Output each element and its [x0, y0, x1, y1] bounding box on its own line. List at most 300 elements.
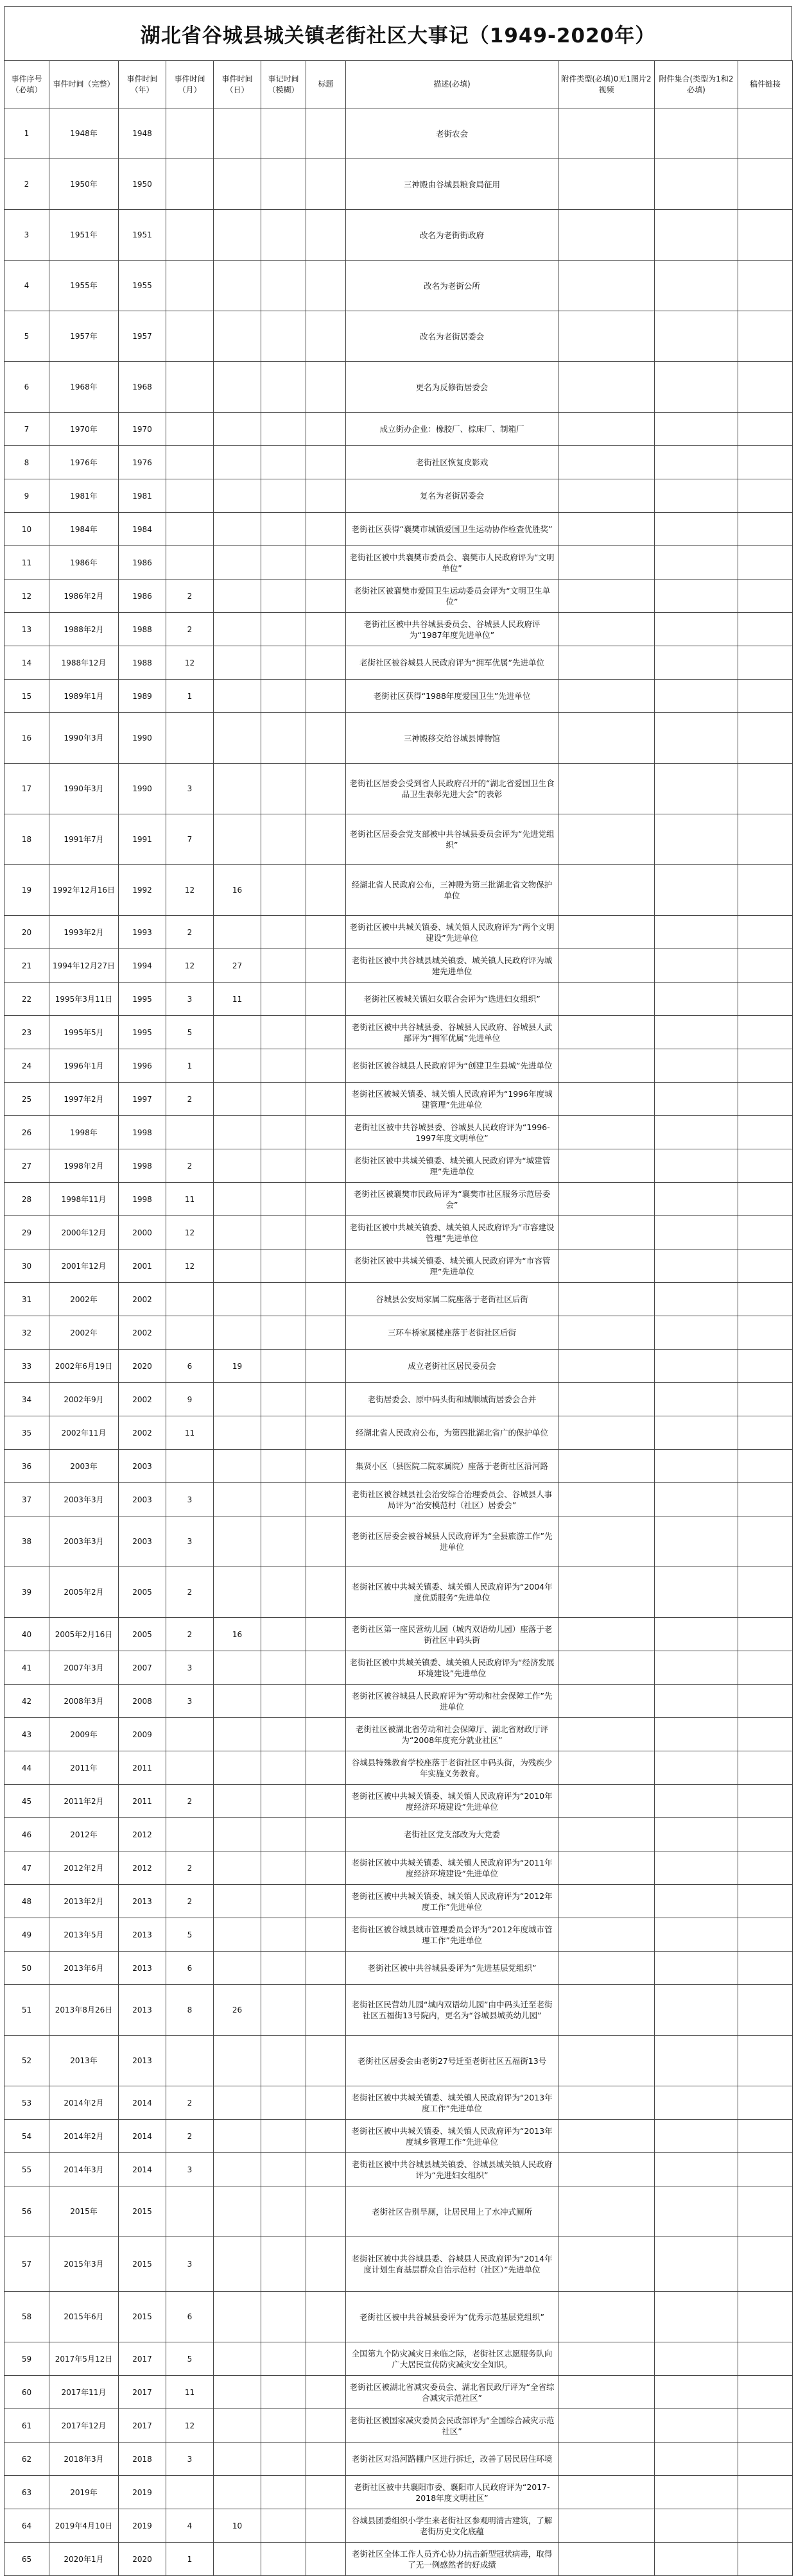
- cell-day: [214, 2153, 261, 2186]
- cell-full-date: 2017年12月: [49, 2409, 119, 2443]
- cell-description: 三环车桥家属楼座落于老街社区后街: [346, 1316, 558, 1350]
- cell-title: [306, 1918, 346, 1952]
- cell-year: 2001: [119, 1249, 166, 1283]
- cell-month: [166, 261, 214, 311]
- cell-year: 1998: [119, 1116, 166, 1149]
- cell-fuzzy-time: [261, 1149, 306, 1183]
- cell-event-no: 58: [4, 2292, 49, 2342]
- cell-attachment-type: [558, 2376, 655, 2409]
- cell-fuzzy-time: [261, 2237, 306, 2292]
- cell-month: 9: [166, 1383, 214, 1416]
- cell-attachment-set: [655, 814, 738, 865]
- cell-day: [214, 513, 261, 546]
- cell-description: 成立街办企业：橡胶厂、棕床厂、制箱厂: [346, 413, 558, 446]
- cell-fuzzy-time: [261, 983, 306, 1016]
- cell-link: [738, 2409, 793, 2443]
- cell-full-date: 2005年2月: [49, 1567, 119, 1618]
- cell-fuzzy-time: [261, 108, 306, 159]
- cell-full-date: 2015年3月: [49, 2237, 119, 2292]
- cell-year: 1976: [119, 446, 166, 479]
- cell-event-no: 34: [4, 1383, 49, 1416]
- cell-description: 老街社区被中共谷城县委评为“先进基层党组织”: [346, 1952, 558, 1985]
- cell-month: [166, 159, 214, 210]
- table-row: [4, 413, 793, 446]
- cell-link: [738, 1851, 793, 1885]
- cell-full-date: 2003年3月: [49, 1483, 119, 1516]
- cell-link: [738, 1483, 793, 1516]
- cell-link: [738, 1952, 793, 1985]
- cell-attachment-set: [655, 1016, 738, 1049]
- cell-description: 老街社区被湖北省减灾委员会、湖北省民政厅评为“全省综合减灾示范社区”: [346, 2376, 558, 2409]
- cell-event-no: 43: [4, 1718, 49, 1751]
- table-row: [4, 479, 793, 513]
- cell-day: [214, 2476, 261, 2509]
- cell-attachment-set: [655, 1383, 738, 1416]
- cell-attachment-set: [655, 713, 738, 764]
- table-row: [4, 983, 793, 1016]
- cell-link: [738, 1383, 793, 1416]
- cell-fuzzy-time: [261, 1383, 306, 1416]
- cell-attachment-type: [558, 1952, 655, 1985]
- cell-attachment-set: [655, 1851, 738, 1885]
- cell-description: 更名为反修街居委会: [346, 362, 558, 413]
- cell-description: 老街社区居委会党支部被中共谷城县委员会评为“先进党组织”: [346, 814, 558, 865]
- table-row: [4, 1450, 793, 1483]
- cell-event-no: 53: [4, 2086, 49, 2120]
- cell-year: 2014: [119, 2086, 166, 2120]
- cell-title: [306, 513, 346, 546]
- cell-attachment-type: [558, 513, 655, 546]
- cell-title: [306, 108, 346, 159]
- cell-day: [214, 1083, 261, 1116]
- title-box: [4, 6, 792, 60]
- cell-year: 2020: [119, 1350, 166, 1383]
- cell-attachment-type: [558, 210, 655, 261]
- cell-full-date: 1957年: [49, 311, 119, 362]
- cell-description: 三神殿由谷城县粮食局征用: [346, 159, 558, 210]
- table-row: [4, 2342, 793, 2376]
- cell-event-no: 62: [4, 2443, 49, 2476]
- cell-attachment-type: [558, 2409, 655, 2443]
- cell-fuzzy-time: [261, 1016, 306, 1049]
- cell-year: 2012: [119, 1818, 166, 1851]
- cell-month: 1: [166, 2543, 214, 2576]
- cell-fuzzy-time: [261, 2509, 306, 2543]
- cell-attachment-type: [558, 983, 655, 1016]
- cell-attachment-set: [655, 1149, 738, 1183]
- cell-month: 11: [166, 1183, 214, 1216]
- cell-day: [214, 2292, 261, 2342]
- cell-fuzzy-time: [261, 2543, 306, 2576]
- cell-description: 老街社区告别旱厕，让居民用上了水冲式厕所: [346, 2186, 558, 2237]
- cell-event-no: 30: [4, 1249, 49, 1283]
- cell-attachment-type: [558, 1116, 655, 1149]
- cell-attachment-set: [655, 2086, 738, 2120]
- cell-month: 1: [166, 680, 214, 713]
- cell-fuzzy-time: [261, 1316, 306, 1350]
- cell-full-date: 1981年: [49, 479, 119, 513]
- cell-year: 1957: [119, 311, 166, 362]
- table-row: [4, 1383, 793, 1416]
- cell-link: [738, 1651, 793, 1685]
- cell-title: [306, 2376, 346, 2409]
- cell-description: 三神殿移交给谷城县博物馆: [346, 713, 558, 764]
- table-row: [4, 1818, 793, 1851]
- cell-month: 3: [166, 1685, 214, 1718]
- cell-fuzzy-time: [261, 1618, 306, 1651]
- table-row: [4, 1785, 793, 1818]
- cell-event-no: 35: [4, 1416, 49, 1450]
- table-row: [4, 1416, 793, 1450]
- header-cell-link: 稿件链接: [738, 61, 793, 108]
- cell-title: [306, 1249, 346, 1283]
- cell-title: [306, 580, 346, 613]
- cell-full-date: 2005年2月16日: [49, 1618, 119, 1651]
- cell-event-no: 23: [4, 1016, 49, 1049]
- cell-title: [306, 2237, 346, 2292]
- cell-fuzzy-time: [261, 210, 306, 261]
- cell-month: [166, 513, 214, 546]
- cell-title: [306, 1416, 346, 1450]
- cell-description: 改名为老街街政府: [346, 210, 558, 261]
- cell-year: 1993: [119, 916, 166, 949]
- cell-title: [306, 916, 346, 949]
- cell-description: 老街社区被谷城县城市管理委员会评为“2012年度城市管理工作”先进单位: [346, 1918, 558, 1952]
- table-row: [4, 1567, 793, 1618]
- cell-day: 11: [214, 983, 261, 1016]
- cell-year: 2003: [119, 1450, 166, 1483]
- cell-attachment-set: [655, 2342, 738, 2376]
- cell-attachment-type: [558, 1416, 655, 1450]
- table-row: [4, 1651, 793, 1685]
- cell-day: [214, 580, 261, 613]
- cell-attachment-type: [558, 1350, 655, 1383]
- cell-title: [306, 1618, 346, 1651]
- cell-month: 11: [166, 1416, 214, 1450]
- cell-attachment-set: [655, 1516, 738, 1567]
- cell-month: 11: [166, 2376, 214, 2409]
- cell-year: 2017: [119, 2376, 166, 2409]
- cell-fuzzy-time: [261, 2342, 306, 2376]
- cell-attachment-type: [558, 479, 655, 513]
- cell-description: 老街社区被中共襄阳市委、襄阳市人民政府评为“2017-2018年度文明社区”: [346, 2476, 558, 2509]
- cell-attachment-set: [655, 1249, 738, 1283]
- cell-day: [214, 1851, 261, 1885]
- header-cell-date: 事件时间（完整）: [49, 61, 119, 108]
- table-row: [4, 446, 793, 479]
- cell-fuzzy-time: [261, 865, 306, 916]
- cell-month: [166, 2186, 214, 2237]
- cell-attachment-type: [558, 108, 655, 159]
- cell-event-no: 40: [4, 1618, 49, 1651]
- cell-link: [738, 210, 793, 261]
- cell-fuzzy-time: [261, 2120, 306, 2153]
- cell-attachment-type: [558, 613, 655, 646]
- cell-attachment-set: [655, 1918, 738, 1952]
- cell-description: 老街社区被国家减灾委员会民政部评为“全国综合减灾示范社区”: [346, 2409, 558, 2443]
- cell-month: 2: [166, 2120, 214, 2153]
- cell-title: [306, 646, 346, 680]
- cell-title: [306, 1016, 346, 1049]
- table-row: [4, 580, 793, 613]
- cell-day: [214, 2543, 261, 2576]
- cell-full-date: 1997年2月: [49, 1083, 119, 1116]
- cell-event-no: 1: [4, 108, 49, 159]
- cell-fuzzy-time: [261, 1249, 306, 1283]
- cell-month: [166, 311, 214, 362]
- cell-full-date: 1986年2月: [49, 580, 119, 613]
- cell-link: [738, 1149, 793, 1183]
- cell-attachment-set: [655, 1685, 738, 1718]
- cell-attachment-type: [558, 1516, 655, 1567]
- cell-full-date: 2001年12月: [49, 1249, 119, 1283]
- cell-fuzzy-time: [261, 1183, 306, 1216]
- cell-fuzzy-time: [261, 713, 306, 764]
- cell-attachment-type: [558, 1283, 655, 1316]
- cell-attachment-set: [655, 580, 738, 613]
- cell-event-no: 10: [4, 513, 49, 546]
- cell-description: 老街社区被襄樊市爱国卫生运动委员会评为“文明卫生单位”: [346, 580, 558, 613]
- cell-link: [738, 2153, 793, 2186]
- cell-year: 2013: [119, 1985, 166, 2036]
- cell-event-no: 38: [4, 1516, 49, 1567]
- cell-description: 老街社区恢复皮影戏: [346, 446, 558, 479]
- cell-fuzzy-time: [261, 1567, 306, 1618]
- cell-month: 3: [166, 764, 214, 814]
- cell-title: [306, 2292, 346, 2342]
- table-row: [4, 2409, 793, 2443]
- cell-attachment-type: [558, 1083, 655, 1116]
- cell-day: [214, 646, 261, 680]
- cell-month: 2: [166, 1567, 214, 1618]
- cell-attachment-type: [558, 546, 655, 580]
- cell-month: 3: [166, 1483, 214, 1516]
- table-row: [4, 2086, 793, 2120]
- cell-month: 2: [166, 1618, 214, 1651]
- cell-month: 5: [166, 2342, 214, 2376]
- cell-month: [166, 2036, 214, 2086]
- cell-fuzzy-time: [261, 2086, 306, 2120]
- table-row: [4, 1083, 793, 1116]
- cell-full-date: 1990年3月: [49, 713, 119, 764]
- table-row: [4, 1985, 793, 2036]
- table-row: [4, 261, 793, 311]
- cell-event-no: 50: [4, 1952, 49, 1985]
- cell-link: [738, 1751, 793, 1785]
- cell-month: 2: [166, 1083, 214, 1116]
- cell-title: [306, 2476, 346, 2509]
- cell-day: [214, 1383, 261, 1416]
- cell-attachment-type: [558, 2443, 655, 2476]
- cell-description: 老街社区被中共谷城县城关镇委、城关镇人民政府评为城建先进单位: [346, 949, 558, 983]
- cell-attachment-type: [558, 1216, 655, 1249]
- cell-link: [738, 2376, 793, 2409]
- cell-attachment-set: [655, 983, 738, 1016]
- table-row: [4, 814, 793, 865]
- cell-full-date: 1993年2月: [49, 916, 119, 949]
- cell-title: [306, 2186, 346, 2237]
- cell-description: 经湖北省人民政府公布，为第四批湖北省广的保护单位: [346, 1416, 558, 1450]
- table-row: [4, 680, 793, 713]
- cell-description: 老街社区被谷城县社会治安综合治理委员会、谷城县人事局评为“治安模范村（社区）居委会”: [346, 1483, 558, 1516]
- cell-month: 2: [166, 613, 214, 646]
- cell-month: 3: [166, 1516, 214, 1567]
- cell-description: 老街社区全体工作人员齐心协力抗击新型冠状病毒，取得了无一例感然者的好成绩: [346, 2543, 558, 2576]
- cell-link: [738, 261, 793, 311]
- cell-event-no: 11: [4, 546, 49, 580]
- cell-event-no: 20: [4, 916, 49, 949]
- cell-attachment-set: [655, 1116, 738, 1149]
- table-row: [4, 1718, 793, 1751]
- cell-day: [214, 1149, 261, 1183]
- cell-fuzzy-time: [261, 1851, 306, 1885]
- cell-month: [166, 1450, 214, 1483]
- cell-link: [738, 1049, 793, 1083]
- cell-year: 2003: [119, 1483, 166, 1516]
- cell-full-date: 1995年3月11日: [49, 983, 119, 1016]
- cell-event-no: 51: [4, 1985, 49, 2036]
- cell-attachment-type: [558, 1918, 655, 1952]
- cell-year: 2000: [119, 1216, 166, 1249]
- cell-full-date: 2017年5月12日: [49, 2342, 119, 2376]
- cell-full-date: 1968年: [49, 362, 119, 413]
- cell-link: [738, 1516, 793, 1567]
- cell-attachment-set: [655, 2120, 738, 2153]
- cell-day: [214, 1818, 261, 1851]
- cell-title: [306, 1651, 346, 1685]
- cell-link: [738, 680, 793, 713]
- cell-attachment-set: [655, 479, 738, 513]
- cell-year: 1990: [119, 764, 166, 814]
- table-row: [4, 2036, 793, 2086]
- cell-day: [214, 1416, 261, 1450]
- cell-description: 改名为老街居委会: [346, 311, 558, 362]
- cell-fuzzy-time: [261, 680, 306, 713]
- cell-day: [214, 1249, 261, 1283]
- cell-title: [306, 1083, 346, 1116]
- cell-description: 老街社区被中共谷城县委、谷城县人民政府评为“2014年度计划生育基层群众自治示范村（社区）”先进单位: [346, 2237, 558, 2292]
- cell-day: [214, 814, 261, 865]
- cell-attachment-set: [655, 1751, 738, 1785]
- cell-link: [738, 1083, 793, 1116]
- cell-year: 1997: [119, 1083, 166, 1116]
- cell-description: 老街社区被中共城关镇委、城关镇人民政府评为“两个文明建设”先进单位: [346, 916, 558, 949]
- cell-attachment-type: [558, 1016, 655, 1049]
- cell-link: [738, 1685, 793, 1718]
- cell-full-date: 2003年3月: [49, 1516, 119, 1567]
- cell-month: 8: [166, 1985, 214, 2036]
- cell-year: 1995: [119, 983, 166, 1016]
- cell-year: 2015: [119, 2186, 166, 2237]
- cell-link: [738, 713, 793, 764]
- table-row: [4, 2120, 793, 2153]
- cell-event-no: 36: [4, 1450, 49, 1483]
- cell-attachment-type: [558, 2543, 655, 2576]
- cell-attachment-type: [558, 1718, 655, 1751]
- table-row: [4, 764, 793, 814]
- cell-fuzzy-time: [261, 580, 306, 613]
- cell-attachment-type: [558, 2509, 655, 2543]
- cell-full-date: 1992年12月16日: [49, 865, 119, 916]
- cell-fuzzy-time: [261, 413, 306, 446]
- cell-attachment-set: [655, 2153, 738, 2186]
- cell-description: 老街社区被湖北省劳动和社会保障厅、湖北省财政厅评为“2008年度充分就业社区”: [346, 1718, 558, 1751]
- cell-year: 1984: [119, 513, 166, 546]
- cell-month: 2: [166, 1885, 214, 1918]
- cell-month: 12: [166, 1249, 214, 1283]
- cell-description: 谷城县特殊教育学校座落于老街社区中码头街，为残疾少年实施义务教育。: [346, 1751, 558, 1785]
- cell-year: 1986: [119, 546, 166, 580]
- cell-attachment-type: [558, 1685, 655, 1718]
- cell-title: [306, 362, 346, 413]
- cell-attachment-set: [655, 1885, 738, 1918]
- cell-fuzzy-time: [261, 362, 306, 413]
- header-cell-description: 描述(必填): [346, 61, 558, 108]
- cell-attachment-set: [655, 159, 738, 210]
- cell-description: 谷城县团委组织小学生来老街社区参观明清古建筑，了解老街历史文化底蕴: [346, 2509, 558, 2543]
- cell-attachment-set: [655, 1985, 738, 2036]
- cell-event-no: 37: [4, 1483, 49, 1516]
- table-row: [4, 1885, 793, 1918]
- cell-title: [306, 1885, 346, 1918]
- cell-event-no: 48: [4, 1885, 49, 1918]
- cell-fuzzy-time: [261, 1049, 306, 1083]
- cell-title: [306, 261, 346, 311]
- cell-title: [306, 1567, 346, 1618]
- cell-month: 5: [166, 1918, 214, 1952]
- cell-event-no: 17: [4, 764, 49, 814]
- cell-description: 全国第九个防灾减灾日来临之际，老街社区志愿服务队向广大居民宣传防灾减灾安全知识。: [346, 2342, 558, 2376]
- cell-event-no: 60: [4, 2376, 49, 2409]
- cell-fuzzy-time: [261, 261, 306, 311]
- cell-full-date: 1998年11月: [49, 1183, 119, 1216]
- cell-attachment-set: [655, 613, 738, 646]
- cell-link: [738, 1450, 793, 1483]
- cell-day: [214, 2443, 261, 2476]
- cell-day: [214, 1567, 261, 1618]
- cell-title: [306, 210, 346, 261]
- cell-day: [214, 1718, 261, 1751]
- cell-month: [166, 446, 214, 479]
- cell-description: 改名为老街公所: [346, 261, 558, 311]
- cell-year: 1981: [119, 479, 166, 513]
- table-row: [4, 1685, 793, 1718]
- cell-description: 老街居委会、原中码头街和城顺城街居委会合并: [346, 1383, 558, 1416]
- cell-event-no: 47: [4, 1851, 49, 1885]
- cell-month: 12: [166, 2409, 214, 2443]
- cell-full-date: 1948年: [49, 108, 119, 159]
- cell-title: [306, 1685, 346, 1718]
- cell-event-no: 65: [4, 2543, 49, 2576]
- cell-day: [214, 2237, 261, 2292]
- cell-link: [738, 1249, 793, 1283]
- cell-day: [214, 546, 261, 580]
- cell-year: 2008: [119, 1685, 166, 1718]
- cell-attachment-set: [655, 261, 738, 311]
- cell-title: [306, 1483, 346, 1516]
- cell-attachment-type: [558, 680, 655, 713]
- cell-full-date: 1986年: [49, 546, 119, 580]
- cell-full-date: 2015年: [49, 2186, 119, 2237]
- cell-month: 2: [166, 1851, 214, 1885]
- table-row: [4, 311, 793, 362]
- cell-full-date: 1984年: [49, 513, 119, 546]
- cell-event-no: 7: [4, 413, 49, 446]
- cell-link: [738, 1116, 793, 1149]
- cell-month: [166, 1283, 214, 1316]
- cell-full-date: 1990年3月: [49, 764, 119, 814]
- cell-month: [166, 210, 214, 261]
